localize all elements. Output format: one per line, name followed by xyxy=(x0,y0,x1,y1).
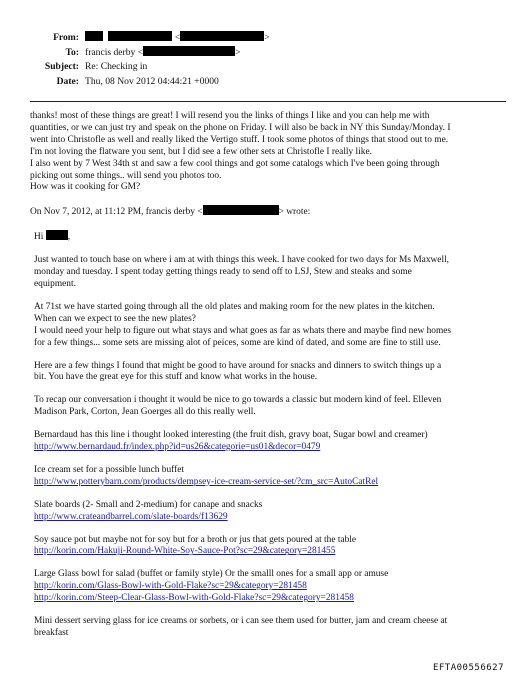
redaction-block xyxy=(85,31,103,41)
header-divider xyxy=(30,101,506,102)
product-link[interactable]: http://korin.com/Steep-Clear-Glass-Bowl-with-Gold-Flake?sc=29&category=281458 xyxy=(34,593,354,604)
reply-line: thanks! most of these things are great! I will resend you the links of things I like and you can help me with xyxy=(30,111,430,121)
paragraph-line: breakfast xyxy=(34,628,69,638)
paragraph-line: Just wanted to touch base on where i am at with things this week. I have cooked for two days for Ms Maxwell, xyxy=(34,255,450,266)
item-text: Soy sauce pot but maybe not for soy but for a broth or jus that gets poured at the table xyxy=(34,534,357,545)
redaction-block xyxy=(180,31,264,41)
from-row xyxy=(0,31,512,46)
date-label: Date: xyxy=(56,75,79,87)
reply-line: I'm not loving the flatware you sent, but I did see a few other sets at Christofle I really like. xyxy=(30,146,372,157)
date-value: Thu, 08 Nov 2012 04:44:21 +0000 xyxy=(85,75,219,87)
email-header xyxy=(0,31,512,89)
reply-line: picking out some things.. will send you photos too. xyxy=(30,170,222,181)
item-text: Large Glass bowl for salad (buffet or family style) Or the smalll ones for a small app or amuse xyxy=(34,569,389,580)
product-link[interactable]: http://korin.com/Glass-Bowl-with-Gold-Flake?sc=29&category=281458 xyxy=(34,581,307,592)
item-text: Slate boards (2- Small and 2-medium) for canape and snacks xyxy=(34,499,263,510)
reply-line: quantities, or we can just try and speak on the phone on Friday. I will also be back in NY this Sunday/Monday. I xyxy=(30,122,451,133)
paragraph-line: When can we expect to see the new plates? xyxy=(34,313,196,324)
item-text: Bernardaud has this line i thought looked interesting (the fruit dish, gravy boat, Sugar bowl and creamer) xyxy=(34,430,428,441)
greeting xyxy=(34,230,508,244)
to-row xyxy=(0,46,512,61)
reply-line: went into Christofle as well and really liked the Vertigo stuff. I took some photos of things that stood out to me. xyxy=(30,134,449,145)
paragraph-line: bit. You have the great eye for this stuff and know what works in the house. xyxy=(34,372,318,383)
product-link[interactable]: http://korin.com/Hakuji-Round-White-Soy-Sauce-Pot?sc=29&category=281455 xyxy=(34,546,336,557)
greeting-comma: , xyxy=(67,232,71,243)
subject-value: Re: Checking in xyxy=(85,61,148,72)
item-text: Ice cream set for a possible lunch buffet xyxy=(34,464,185,475)
from-value xyxy=(85,31,270,46)
paragraph-line: monday and tuesday. I spent today getting things ready to send off to LSJ, Stew and steaks and some xyxy=(34,267,412,278)
greeting-text: Hi xyxy=(34,232,44,243)
document-id: EFTA00556627 xyxy=(432,663,504,673)
product-link[interactable]: http://www.potterybarn.com/products/dempsey-ice-cream-service-set/?cm_src=AutoCatRel xyxy=(34,476,379,487)
product-link[interactable]: http://www.bernardaud.fr/index.php?id=us26&categorie=us01&decor=0479 xyxy=(34,442,321,453)
paragraph-line: Mini dessert serving glass for ice creams or sorbets, or i can see them used for butter, jam and cream cheese at xyxy=(34,616,448,627)
to-label: To: xyxy=(65,46,79,58)
bracket-open: < xyxy=(174,32,181,43)
quote-intro-text: On Nov 7, 2012, at 11:12 PM, francis derby < xyxy=(30,207,203,218)
redaction-block xyxy=(143,46,235,56)
reply-text xyxy=(30,111,508,194)
to-name: francis derby < xyxy=(85,46,144,58)
paragraph-line: Madison Park, Corton, Jean Goerges all do this really well. xyxy=(34,407,256,418)
reply-line: How was it cooking for GM? xyxy=(30,182,141,193)
redaction-block xyxy=(108,31,172,41)
product-link[interactable]: http://www.crateandbarrel.com/slate-boards/f13629 xyxy=(34,511,228,522)
bracket-close: > xyxy=(264,32,270,43)
email-body xyxy=(30,111,508,640)
to-value xyxy=(85,46,241,61)
quote-intro xyxy=(30,205,508,219)
paragraph-line: To recap our conversation i thought it would be nice to go towards a classic but modern kind of feel. Elleven xyxy=(34,395,442,406)
paragraph-line: equipment. xyxy=(34,278,76,289)
subject-label: Subject: xyxy=(44,61,79,72)
subject-row xyxy=(0,60,512,75)
paragraph-line: for a few things... some sets are missing alot of peices, some are kind of dated, and some are fine to still use. xyxy=(34,337,441,348)
paragraph-line: I would need your help to figure out what stays and what goes as far as whats there and maybe find new homes xyxy=(34,325,452,336)
paragraph-line: Here are a few things I found that might be good to have around for snacks and dinners to switch things up a xyxy=(34,360,442,371)
quoted-message xyxy=(30,230,508,640)
quote-intro-suffix: > wrote: xyxy=(278,207,311,218)
reply-line: I also went by 7 West 34th st and saw a few cool things and got some catalogs which I've been going through xyxy=(30,158,440,169)
redaction-block xyxy=(203,205,279,215)
from-label: From: xyxy=(53,32,79,43)
redaction-block xyxy=(46,230,71,243)
bracket-close: > xyxy=(235,46,241,58)
date-row xyxy=(0,75,512,90)
paragraph-line: At 71st we have started going through all the old plates and making room for the new plates in the kitchen. xyxy=(34,301,435,312)
